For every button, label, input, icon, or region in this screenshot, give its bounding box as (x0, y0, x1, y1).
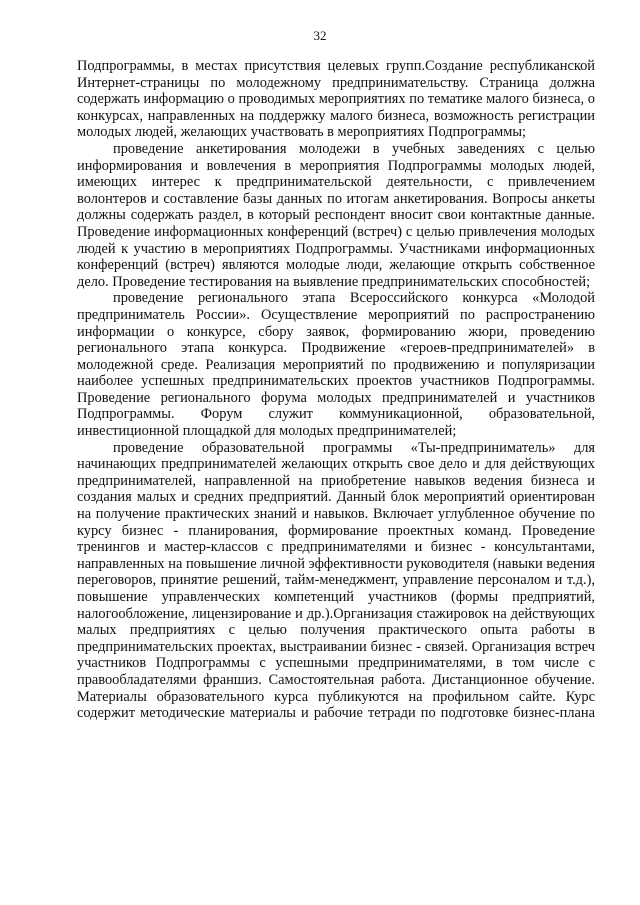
paragraph-continuation: Подпрограммы, в местах присутствия целевых групп.Создание республиканской Интернет-страницы по молодежному предпринимательству. Страница должна содержать информацию о проводимых мероприятиях по тематике малого бизнеса, о конкурсах, направленных на поддержку малого бизнеса, возможность регистрации молодых людей, желающих участвовать в мероприятиях Подпрограммы; (77, 58, 595, 141)
page-number: 32 (313, 28, 327, 43)
paragraph-education-program: проведение образовательной программы «Ты-предприниматель» для начинающих предпринимателей желающих открыть свое дело и для действующих предпринимателей, направленной на приобретение навыков ведения бизнеса и создания малых и средних предприятий. Данный блок мероприятий ориентирован на получение практических знаний и навыков. Включает углубленное обучение по курсу бизнес - планирования, формирование проектных команд. Проведение тренингов и мастер-классов с предпринимателями и бизнес - консультантами, направленных на повышение личной эффективности руководителя (навыки ведения переговоров, принятие решений, тайм-менеджмент, управление персоналом и т.д.), повышение управленческих компетенций участников (формы предприятий, налогообложение, лицензирование и др.).Организация стажировок на действующих малых предприятиях с целью получения практического опыта работы в предпринимательских проектах, выстраивании бизнес - связей. Организация встреч участников Подпрограммы с успешными предпринимателями, в том числе с правообладателями франшиз. Самостоятельная работа. Дистанционное обучение. Материалы образовательного курса публикуются на профильном сайте. Курс содержит методические материалы и рабочие тетради по подготовке бизнес-плана (77, 439, 595, 722)
paragraph-contest: проведение регионального этапа Всероссийского конкурса «Молодой предприниматель России». Осуществление мероприятий по распространению информации о конкурсе, сбору заявок, формированию жюри, проведению регионального этапа конкурса. Продвижение «героев-предпринимателей» в молодежной среде. Реализация мероприятий по продвижению и популяризации наиболее успешных предпринимательских проектов участников Подпрограммы. Проведение регионального форума молодых предпринимателей и участников Подпрограммы. Форум служит коммуникационной, образовательной, инвестиционной площадкой для молодых предпринимателей; (77, 290, 595, 440)
body-text (77, 58, 595, 722)
paragraph-survey: проведение анкетирования молодежи в учебных заведениях с целью информирования и вовлечения в мероприятия Подпрограммы молодых людей, имеющих интерес к предпринимательской деятельности, с привлечением волонтеров и составление базы данных по итогам анкетирования. Вопросы анкеты должны содержать раздел, в который респондент вносит свои контактные данные. Проведение информационных конференций (встреч) с целью привлечения молодых людей к участию в мероприятиях Подпрограммы. Участниками информационных конференций (встреч) являются молодые люди, желающие открыть собственное дело. Проведение тестирования на выявление предпринимательских способностей; (77, 140, 595, 290)
